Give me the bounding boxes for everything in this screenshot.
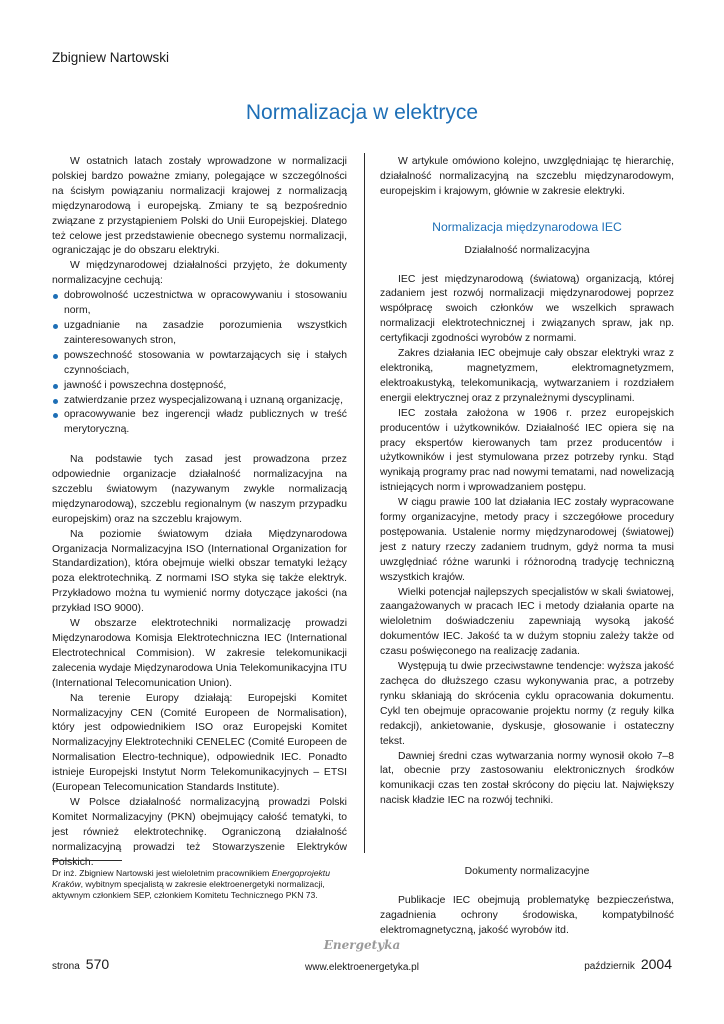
footnote bbox=[52, 868, 347, 901]
issue-month: październik bbox=[584, 961, 635, 972]
paragraph: Dawniej średni czas wytwarzania normy wynosił około 7–8 lat, obecnie przy zastosowaniu elektronicznych środków komunikacji czas ten został skrócony do pięciu lat. Największy nacisk kładzie IEC na rozwój techniki. bbox=[380, 750, 674, 807]
issue-date bbox=[584, 956, 672, 972]
subsection-heading: Dokumenty normalizacyjne bbox=[464, 866, 590, 878]
paragraph: Na podstawie tych zasad jest prowadzona przez odpowiednie organizacje działalność normalizacyjna na szczeblu światowym (nazywanym zwykle normalizacją międzynarodową), szczeblu regionalnym (w naszym przypadku europejskim) oraz na szczeblu krajowym. bbox=[52, 454, 347, 525]
section-heading: Normalizacja międzynarodowa IEC bbox=[432, 219, 622, 234]
footnote-text: Dr inż. Zbigniew Nartowski jest wieloletnim pracownikiem bbox=[52, 868, 272, 878]
paragraph: Wielki potencjał najlepszych specjalistów w skali światowej, zaangażowanych w pracach IEC i metody działania oparte na wieloletnim doświadczeniu zapewniają wysoką jakość dokumentów IEC. Jakość ta w dużym stopniu zależy także od czasu poświęconego na realizację zadania. bbox=[380, 586, 674, 658]
author-name: Zbigniew Nartowski bbox=[52, 50, 170, 65]
list-item: uzgadnianie na zasadzie porozumienia wszystkich zainteresowanych stron, bbox=[52, 319, 347, 349]
paragraph: W międzynarodowej działalności przyjęto, że dokumenty normalizacyjne cechują: bbox=[52, 260, 347, 287]
column-divider bbox=[364, 153, 365, 853]
paragraph: IEC jest międzynarodową (światową) organizacją, której zadaniem jest rozwój normalizacji międzynarodowej poprzez współpracę swoich członków we wszelkich sprawach normalizacji elektrotechnicznej i związanych spraw, jak np. certyfikacji zgodności wyrobów z normami. bbox=[380, 273, 674, 345]
paragraph: IEC została założona w 1906 r. przez europejskich producentów i użytkowników. Działalność IEC opiera się na pracy ekspertów kierowanych tam przez producentów i użytkowników i jest stymulowana przez potrzeby rynku. Stąd wynikają programy prac nad nowymi tematami, nad nowelizacją istniejących norm i wprowadzaniem postępu. bbox=[380, 407, 674, 494]
paragraph: W artykule omówiono kolejno, uwzględniając tę hierarchię, działalność normalizacyjną na szczeblu międzynarodowym, europejskim i krajowym, głównie w zakresie elektryki. bbox=[380, 156, 674, 197]
list-item: jawność i powszechna dostępność, bbox=[52, 379, 347, 394]
paragraph: Publikacje IEC obejmują problematykę bezpieczeństwa, zagadnienia ochrony środowiska, kompatybilność elektromagnetyczną, jakość wyrobów itd. bbox=[380, 895, 674, 936]
paragraph: Na terenie Europy działają: Europejski Komitet Normalizacyjny CEN (Comité Europeen de Normalisation), który jest odpowiednikiem ISO oraz Europejski Komitet Normalizacyjny Elektrotechniki CENELEC (Comité Europeen de Normalisation Electro-technique), odpowiednik IEC. Ponadto istnieje Europejski Instytut Norm Telekomunikacyjnych – ETSI (European Telecomunication Standards Institute). bbox=[52, 692, 347, 794]
principles-list bbox=[52, 289, 347, 438]
paragraph: Zakres działania IEC obejmuje cały obszar elektryki wraz z elektroniką, magnetyzmem, elektromagnetyzmem, elektroakustyką, telekomunikacją, wytwarzaniem i rozdziałem energii elektrycznej oraz z przynależnymi dyscyplinami. bbox=[380, 348, 674, 404]
page-label: strona bbox=[52, 961, 80, 972]
list-item: opracowywanie bez ingerencji władz publicznych w treść merytoryczną. bbox=[52, 408, 347, 438]
website-link[interactable]: www.elektroenergetyka.pl bbox=[305, 962, 419, 973]
footnote-rule bbox=[52, 860, 122, 861]
paragraph: Występują tu dwie przeciwstawne tendencje: wyższa jakość zachęca do dłuższego czasu wykonywania prac, a potrzeby rynku skłaniają do skrócenia cyklu opracowania dokumentu. Cykl ten obejmuje opracowanie projektu normy (z reguły kilka redakcji), ankietowanie, dyskusje, głosowanie i ostateczny tekst. bbox=[380, 661, 674, 747]
paragraph: W ciągu prawie 100 lat działania IEC zostały wypracowane formy organizacyjne, metody pracy i szczegółowe procedury postępowania. Ustalenie normy międzynarodowej (światowej) jest z natury rzeczy zadaniem trudnym, gdyż norma ta musi uwzględniać różne warunki i różnorodną tradycję techniczną wszystkich krajów. bbox=[380, 497, 674, 583]
list-item: powszechność stosowania w powtarzających się i stałych czynnościach, bbox=[52, 349, 347, 379]
paragraph: W obszarze elektrotechniki normalizację prowadzi Międzynarodowa Komisja Elektrotechniczna IEC (International Electrotechnical Commision). W zakresie telekomunikacji zalecenia wydaje Międzynarodowa Unia Telekomunikacyjna ITU (International Telecomunication Union). bbox=[52, 618, 347, 689]
article-title: Normalizacja w elektryce bbox=[245, 101, 479, 124]
list-item: zatwierdzanie przez wyspecjalizowaną i uznaną organizację, bbox=[52, 394, 347, 409]
paragraph: W ostatnich latach zostały wprowadzone w normalizacji polskiej bardzo poważne zmiany, polegające w szczególności na ścisłym powiązaniu normalizacji krajowej z normalizacją międzynarodową i europejską. Zmiany te są bezpośrednio związane z przystąpieniem Polski do Unii Europejskiej. Dlatego też celowe jest przedstawienie obecnego systemu normalizacji, ograniczając je do obszaru elektryki. bbox=[52, 156, 347, 257]
paragraph: Na poziomie światowym działa Międzynarodowa Organizacja Normalizacyjna ISO (International Organization for Standardization), która obejmuje wielki obszar tematyki leżący poza elektrotechniką. Z normami ISO styka się także elektryk. Przykładowo można tu wymienić normy dotyczące jakości (na przykład ISO 9000). bbox=[52, 528, 347, 615]
paragraph: W Polsce działalność normalizacyjną prowadzi Polski Komitet Normalizacyjny (PKN) obejmujący całość tematyki, to jest również elektrotechnikę. Ograniczoną działalność normalizacyjną prowadzi też Stowarzyszenie Elektryków Polskich. bbox=[52, 796, 347, 868]
footnote-company: Energoprojektu Kraków bbox=[52, 868, 330, 890]
list-item: dobrowolność uczestnictwa w opracowywaniu i stosowaniu norm, bbox=[52, 289, 347, 319]
magazine-logo: Energetyka bbox=[323, 938, 401, 952]
left-column bbox=[52, 155, 347, 870]
issue-year: 2004 bbox=[640, 956, 672, 972]
page-number: 570 bbox=[85, 956, 110, 972]
footnote-text: , wybitnym specjalistą w zakresie elektroenergetyki normalizacji, aktywnym członkiem SEP, członkiem Komitetu Technicznego PKN 73. bbox=[52, 879, 325, 901]
subsection-heading: Działalność normalizacyjna bbox=[464, 244, 590, 256]
right-column bbox=[380, 155, 674, 939]
